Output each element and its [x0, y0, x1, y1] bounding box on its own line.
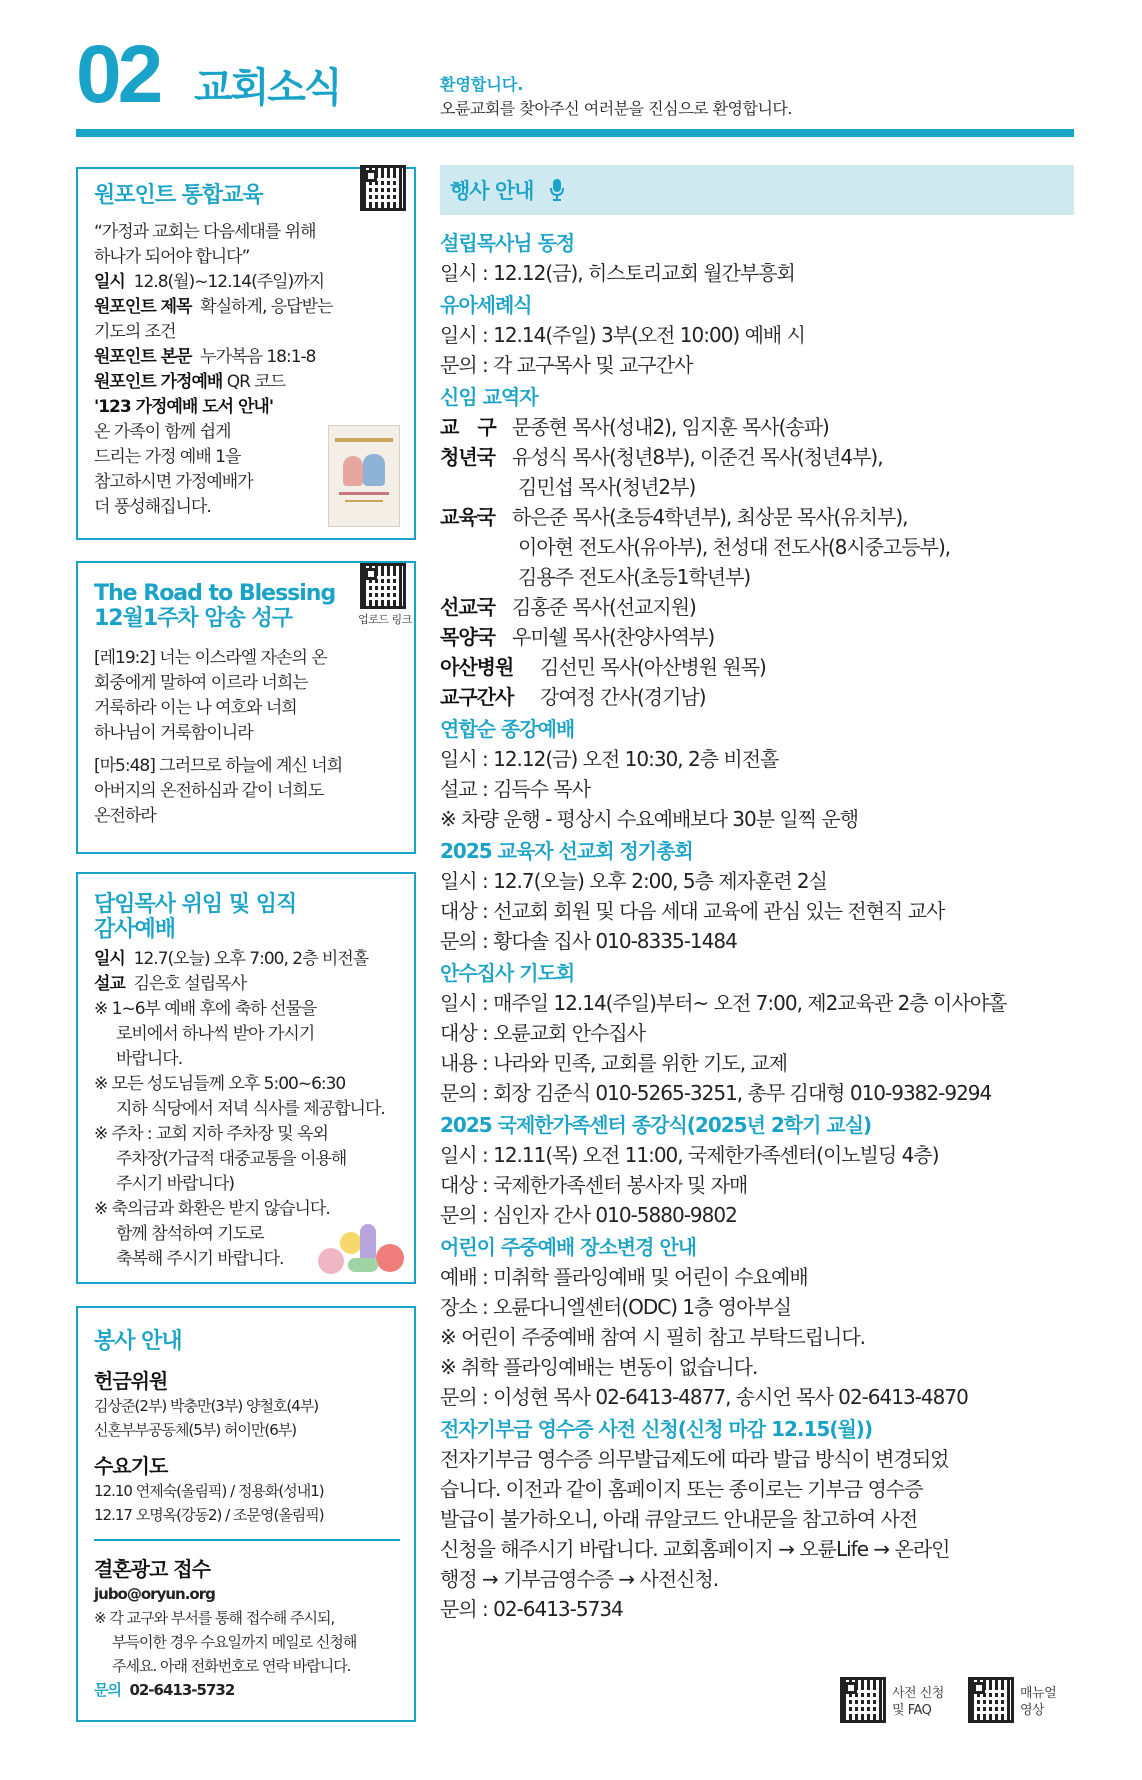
event-line: 일시 : 12.14(주일) 3부(오전 10:00) 예배 시: [440, 323, 805, 347]
onepoint-book-3: 참고하시면 가정예배가: [94, 472, 253, 493]
event-educators-assembly: [440, 836, 1074, 956]
onepoint-text: 누가복음 18:1-8: [200, 347, 316, 368]
pastor-note-3-1: ※ 주차 : 교회 지하 주차장 및 옥외: [94, 1123, 328, 1144]
verse-1-line-3: 거룩하라 이는 나 여호와 너희: [94, 697, 297, 718]
section-title: 교회소식: [194, 65, 341, 111]
prayer-line-2: 12.17 오명옥(강동2) / 조문영(올림픽): [94, 1506, 324, 1524]
staff-dept: 교육국: [440, 505, 495, 529]
event-line: 문의 : 02-6413-5734: [440, 1597, 623, 1621]
staff-dept: 교 구: [440, 415, 496, 439]
wedding-email[interactable]: jubo@oryun.org: [94, 1585, 215, 1603]
onepoint-topic-1: 확실하게, 응답받는: [200, 297, 333, 318]
verse-2-line-2: 아버지의 온전하심과 같이 너희도: [94, 780, 324, 801]
onepoint-text-label: 원포인트 본문: [94, 347, 192, 368]
onepoint-book-4: 더 풍성해집니다.: [94, 497, 211, 518]
event-paragraph: 신청을 해주시기 바랍니다. 교회홈페이지 → 오륜Life → 온라인: [440, 1537, 950, 1561]
event-line: 대상 : 국제한가족센터 봉사자 및 자매: [440, 1173, 748, 1197]
event-paragraph: 발급이 불가하오니, 아래 큐알코드 안내문을 참고하여 사전: [440, 1507, 918, 1531]
offering-title: 헌금위원: [94, 1369, 168, 1393]
event-line: 일시 : 매주일 12.14(주일)부터~ 오전 7:00, 제2교육관 2층 이사야홀: [440, 991, 1007, 1015]
wedding-note-2: 부득이한 경우 수요일까지 메일로 신청해: [112, 1633, 357, 1651]
contact-phone: 02-6413-5732: [129, 1681, 235, 1699]
event-line: 문의 : 각 교구목사 및 교구간사: [440, 353, 693, 377]
welcome-heading: 환영합니다.: [440, 75, 524, 94]
section-number: 02: [76, 29, 160, 120]
verse-1-line-4: 하나님이 거룩함이니라: [94, 722, 253, 743]
event-line: ※ 취학 플라잉예배는 변동이 없습니다.: [440, 1355, 758, 1379]
pastor-note-4-1: ※ 축의금과 화환은 받지 않습니다.: [94, 1198, 330, 1219]
event-title: 설립목사님 동정: [440, 231, 575, 255]
page-header: [76, 30, 1074, 142]
staff-names: 김선민 목사(아산병원 원목): [540, 655, 766, 679]
verse-2-line-1: [마5:48] 그러므로 하늘에 계신 너희: [94, 755, 343, 776]
event-title: 2025 국제한가족센터 종강식(2025년 2학기 교실): [440, 1113, 872, 1137]
qr-caption: 및 FAQ: [892, 1703, 932, 1718]
event-line: 문의 : 황다솔 집사 010-8335-1484: [440, 929, 737, 953]
staff-dept: 청년국: [440, 445, 495, 469]
staff-names: 유성식 목사(청년8부), 이준건 목사(청년4부),: [512, 445, 883, 469]
verse-2-line-3: 온전하라: [94, 805, 156, 826]
event-line: 대상 : 선교회 회원 및 다음 세대 교육에 관심 있는 전현직 교사: [440, 899, 945, 923]
qr-code-icon[interactable]: [360, 165, 406, 211]
event-title: 유아세례식: [440, 293, 532, 317]
verse-1-line-1: [레19:2] 너는 이스라엘 자손의 온: [94, 647, 327, 668]
service-title: 봉사 안내: [94, 1329, 182, 1354]
pastor-date: 12.7(오늘) 오후 7:00, 2층 비전홀: [133, 948, 369, 969]
event-paragraph: 습니다. 이전과 같이 홈페이지 또는 종이로는 기부금 영수증: [440, 1477, 923, 1501]
staff-dept: 교구간사: [440, 685, 514, 709]
staff-names: 김민섭 목사(청년2부): [518, 475, 696, 499]
event-line: 일시 : 12.11(목) 오전 11:00, 국제한가족센터(이노빌딩 4층): [440, 1143, 939, 1167]
staff-dept: 선교국: [440, 595, 495, 619]
pastor-title-1: 담임목사 위임 및 임직: [94, 892, 297, 917]
qr-caption: 사전 신청: [892, 1686, 944, 1701]
events-header-bar: [440, 165, 1074, 215]
pastor-note-2-1: ※ 모든 성도님들께 오후 5:00~6:30: [94, 1073, 346, 1094]
event-title: 2025 교육자 선교회 정기총회: [440, 839, 693, 863]
event-new-staff: [440, 382, 1074, 712]
event-title: 연합순 종강예배: [440, 717, 575, 741]
event-kids-worship: [440, 1232, 1074, 1412]
flower-illustration: [314, 1222, 410, 1278]
event-line: 내용 : 나라와 민족, 교회를 위한 기도, 교제: [440, 1051, 788, 1075]
pastor-box: [76, 872, 416, 1284]
header-divider: [76, 129, 1074, 137]
pastor-note-1-1: ※ 1~6부 예배 후에 축하 선물을: [94, 998, 317, 1019]
staff-dept: 아산병원: [440, 655, 514, 679]
pastor-note-2-2: 지하 식당에서 저녁 식사를 제공합니다.: [116, 1098, 385, 1119]
event-line: 설교 : 김득수 목사: [440, 777, 591, 801]
event-title: 전자기부금 영수증 사전 신청(신청 마감 12.15(월)): [440, 1417, 873, 1441]
service-box: [76, 1306, 416, 1722]
event-closing-worship: [440, 714, 1074, 834]
qr-caption: 영상: [1020, 1703, 1045, 1718]
welcome-text: 오륜교회를 찾아주신 여러분을 진심으로 환영합니다.: [440, 99, 792, 118]
staff-names: 하은준 목사(초등4학년부), 최상문 목사(유치부),: [512, 505, 908, 529]
microphone-icon: [550, 179, 564, 201]
event-family-center: [440, 1110, 1074, 1230]
pastor-sermon: 김은호 설립목사: [133, 973, 247, 994]
onepoint-topic-label: 원포인트 제목: [94, 297, 192, 318]
event-line: ※ 차량 운행 - 평상시 수요예배보다 30분 일찍 운행: [440, 807, 859, 831]
offering-line-1: 김상준(2부) 박충만(3부) 양철호(4부): [94, 1397, 319, 1415]
pastor-note-4-2: 함께 참석하여 기도로: [116, 1223, 264, 1244]
pastor-note-3-2: 주차장(가급적 대중교통을 이용해: [116, 1148, 347, 1169]
verse-1-line-2: 회중에게 말하여 이르라 너희는: [94, 672, 308, 693]
event-line: 문의 : 심인자 간사 010-5880-9802: [440, 1203, 737, 1227]
event-founder: [440, 228, 1074, 288]
event-line: 문의 : 회장 김준식 010-5265-3251, 총무 김대형 010-9382-9294: [440, 1081, 992, 1105]
event-title: 어린이 주중예배 장소변경 안내: [440, 1235, 697, 1259]
onepoint-date: 12.8(월)~12.14(주일)까지: [133, 272, 325, 293]
onepoint-topic-2: 기도의 조건: [94, 322, 176, 343]
events-column: [440, 165, 1074, 1735]
qr-code-icon[interactable]: [360, 563, 406, 609]
onepoint-quote-1: “가정과 교회는 다음세대를 위해: [94, 222, 316, 243]
event-paragraph: 전자기부금 영수증 의무발급제도에 따라 발급 방식이 변경되었: [440, 1447, 949, 1471]
qr-code-icon[interactable]: [968, 1677, 1014, 1723]
wedding-note-1: ※ 각 교구와 부서를 통해 접수해 주시되,: [94, 1609, 335, 1627]
onepoint-worship-label: 원포인트 가정예배: [94, 372, 223, 393]
staff-names: 강여정 간사(경기남): [540, 685, 706, 709]
road-title-2: 12월1주차 암송 성구: [94, 606, 293, 632]
pastor-note-1-3: 바랍니다.: [116, 1048, 183, 1069]
event-line: 대상 : 오륜교회 안수집사: [440, 1021, 646, 1045]
wedding-note-3: 주세요. 아래 전화번호로 연락 바랍니다.: [112, 1657, 351, 1675]
onepoint-date-label: 일시: [94, 272, 125, 293]
contact-label: 문의: [94, 1681, 121, 1699]
pastor-sermon-label: 설교: [94, 973, 125, 994]
staff-names: 우미쉘 목사(찬양사역부): [512, 625, 715, 649]
qr-code-group: [840, 1673, 1074, 1731]
onepoint-book-label: '123 가정예배 도서 안내': [94, 397, 274, 418]
event-line: 예배 : 미취학 플라잉예배 및 어린이 수요예배: [440, 1265, 808, 1289]
offering-line-2: 신혼부부공동체(5부) 허이만(6부): [94, 1421, 297, 1439]
event-title: 신임 교역자: [440, 385, 538, 409]
qr-caption: 매뉴얼: [1020, 1686, 1057, 1701]
pastor-note-1-2: 로비에서 하나씩 받아 가시기: [116, 1023, 315, 1044]
prayer-title: 수요기도: [94, 1454, 168, 1478]
onepoint-quote-2: 하나가 되어야 합니다”: [94, 247, 250, 268]
road-box: [76, 561, 416, 854]
prayer-line-1: 12.10 연제숙(올림픽) / 정용화(성내1): [94, 1482, 324, 1500]
staff-names: 문종현 목사(성내2), 임지훈 목사(송파): [512, 415, 829, 439]
staff-names: 김용주 전도사(초등1학년부): [518, 565, 751, 589]
service-divider: [94, 1539, 400, 1541]
event-paragraph: 행정 → 기부금영수증 → 사전신청.: [440, 1567, 719, 1591]
event-line: ※ 어린이 주중예배 참여 시 필히 참고 부탁드립니다.: [440, 1325, 866, 1349]
onepoint-box: [76, 167, 416, 540]
pastor-note-3-3: 주시기 바랍니다): [116, 1173, 234, 1194]
event-title: 안수집사 기도회: [440, 961, 575, 985]
onepoint-title: 원포인트 통합교육: [94, 183, 263, 208]
event-deacon-prayer: [440, 958, 1074, 1108]
event-baptism: [440, 290, 1074, 380]
wedding-title: 결혼광고 접수: [94, 1557, 210, 1581]
event-line: 일시 : 12.12(금) 오전 10:30, 2층 비전홀: [440, 747, 779, 771]
staff-names: 이아현 전도사(유아부), 천성대 전도사(8시중고등부),: [518, 535, 951, 559]
event-line: 일시 : 12.12(금), 히스토리교회 월간부흥회: [440, 261, 795, 285]
events-list: [440, 228, 1074, 1626]
events-title: 행사 안내: [450, 179, 534, 203]
pastor-note-4-3: 축복해 주시기 바랍니다.: [116, 1248, 284, 1269]
staff-names: 김홍준 목사(선교지원): [512, 595, 696, 619]
staff-dept: 목양국: [440, 625, 495, 649]
qr-caption: 업로드 링크: [358, 613, 412, 626]
event-line: 일시 : 12.7(오늘) 오후 2:00, 5층 제자훈련 2실: [440, 869, 827, 893]
event-line: 장소 : 오륜다니엘센터(ODC) 1층 영아부실: [440, 1295, 792, 1319]
onepoint-book-1: 온 가족이 함께 쉽게: [94, 422, 231, 443]
onepoint-worship: QR 코드: [226, 372, 286, 393]
qr-code-icon[interactable]: [840, 1677, 886, 1723]
pastor-date-label: 일시: [94, 948, 125, 969]
onepoint-book-2: 드리는 가정 예배 1을: [94, 447, 241, 468]
road-title-1: The Road to Blessing: [94, 581, 336, 606]
pastor-title-2: 감사예배: [94, 917, 176, 943]
book-cover-image: [328, 425, 400, 527]
event-donation-receipt: [440, 1414, 1074, 1624]
event-line: 문의 : 이성현 목사 02-6413-4877, 송시언 목사 02-6413-4870: [440, 1385, 968, 1409]
